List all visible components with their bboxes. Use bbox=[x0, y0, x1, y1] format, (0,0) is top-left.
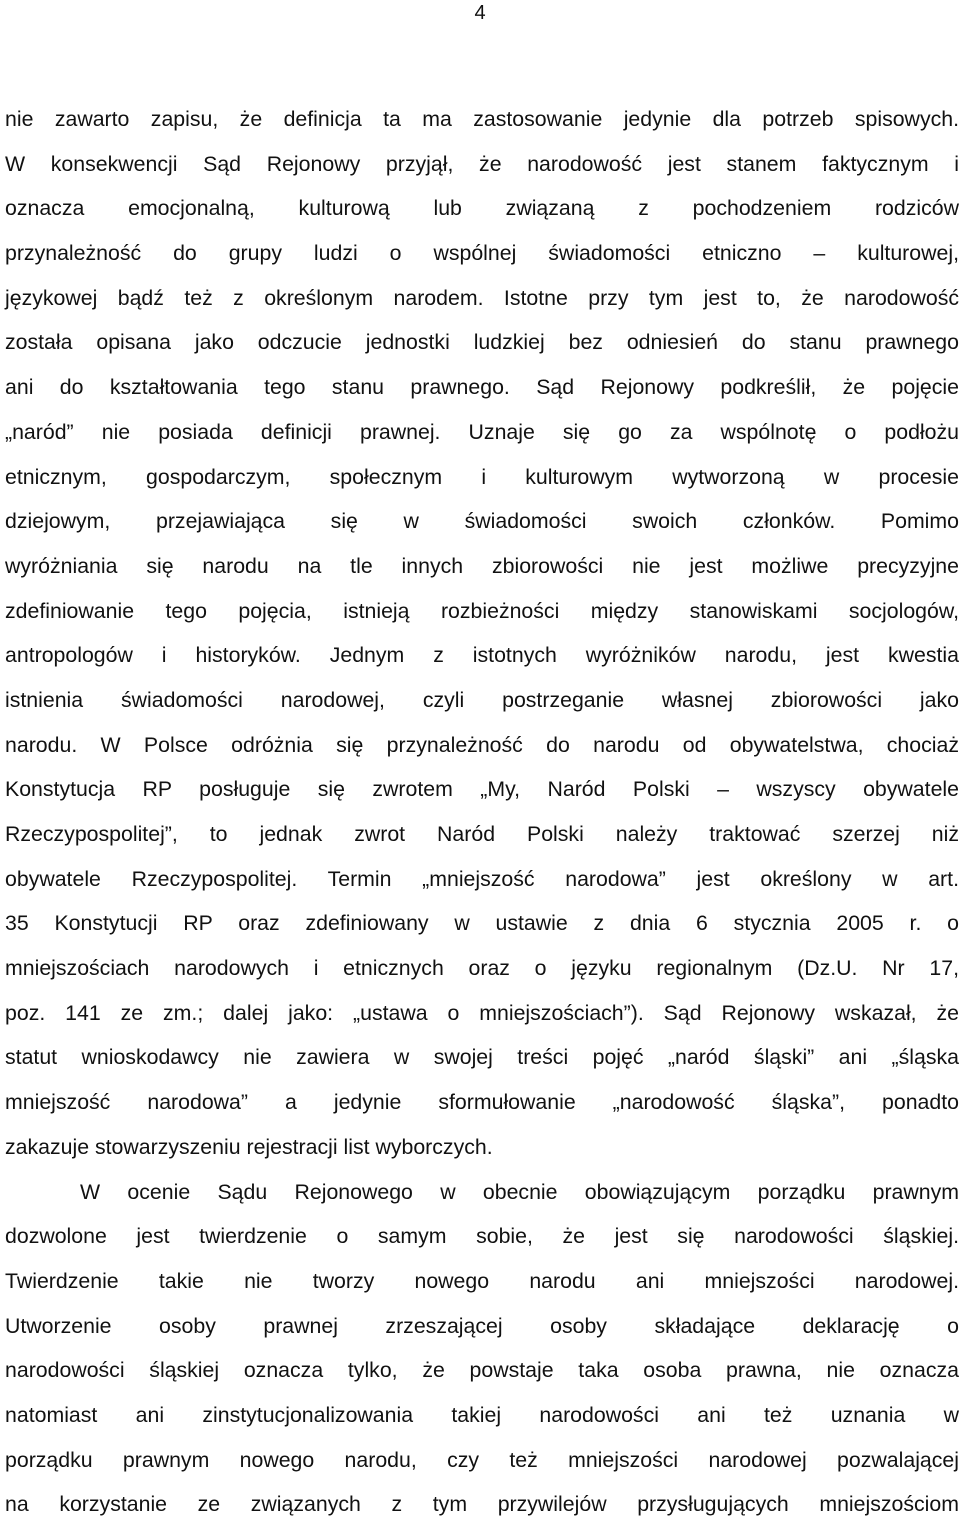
text-line: nie zawarto zapisu, że definicja ta ma zastosowanie jedynie dla potrzeb spisowych. bbox=[5, 107, 959, 131]
text-line: W konsekwencji Sąd Rejonowy przyjął, że narodowość jest stanem faktycznym i bbox=[5, 151, 959, 176]
text-line: istnienia świadomości narodowej, czyli postrzeganie własnej zbiorowości jako bbox=[5, 687, 959, 712]
text-line: narodowości śląskiej oznacza tylko, że powstaje taka osoba prawna, nie oznacza bbox=[5, 1358, 959, 1383]
text-line: zdefiniowanie tego pojęcia, istnieją rozbieżności między stanowiskami socjologów, bbox=[5, 598, 959, 623]
text-line: Utworzenie osoby prawnej zrzeszającej osoby składające deklarację o bbox=[5, 1313, 959, 1338]
text-line: na korzystanie ze związanych z tym przywilejów przysługujących mniejszościom bbox=[5, 1492, 959, 1517]
text-line: Konstytucja RP posługuje się zwrotem „My, Naród Polski – wszyscy obywatele bbox=[5, 777, 959, 802]
text-line: oznacza emocjonalną, kulturową lub związaną z pochodzeniem rodziców bbox=[5, 196, 959, 221]
text-line: wyróżniania się narodu na tle innych zbiorowości nie jest możliwe precyzyjne bbox=[5, 553, 959, 578]
text-line: poz. 141 ze zm.; dalej jako: „ustawa o mniejszościach”). Sąd Rejonowy wskazał, że bbox=[5, 1000, 959, 1025]
paragraph-end-line: zakazuje stowarzyszeniu rejestracji list wyborczych. bbox=[5, 1134, 493, 1159]
text-line: przynależność do grupy ludzi o wspólnej świadomości etniczno – kulturowej, bbox=[5, 241, 959, 266]
text-line: mniejszościach narodowych i etnicznych oraz o języku regionalnym (Dz.U. Nr 17, bbox=[5, 956, 959, 981]
text-line: obywatele Rzeczypospolitej. Termin „mniejszość narodowa” jest określony w art. bbox=[5, 866, 959, 891]
text-line: porządku prawnym nowego narodu, czy też mniejszości narodowej pozwalającej bbox=[5, 1447, 959, 1472]
text-line: etnicznym, gospodarczym, społecznym i kulturowym wytworzoną w procesie bbox=[5, 464, 959, 489]
text-line: 35 Konstytucji RP oraz zdefiniowany w ustawie z dnia 6 stycznia 2005 r. o bbox=[5, 911, 959, 936]
paragraph-start-line: W ocenie Sądu Rejonowego w obecnie obowiązującym porządku prawnym bbox=[80, 1179, 959, 1204]
text-line: antropologów i historyków. Jednym z istotnych wyróżników narodu, jest kwestia bbox=[5, 643, 959, 668]
text-line: statut wnioskodawcy nie zawiera w swojej treści pojęć „naród śląski” ani „śląska bbox=[5, 1045, 959, 1070]
text-line: ani do kształtowania tego stanu prawnego. Sąd Rejonowy podkreślił, że pojęcie bbox=[5, 375, 959, 400]
text-line: natomiast ani zinstytucjonalizowania takiej narodowości ani też uznania w bbox=[5, 1402, 959, 1427]
text-line: została opisana jako odczucie jednostki ludzkiej bez odniesień do stanu prawnego bbox=[5, 330, 959, 355]
text-line: językowej bądź też z określonym narodem. Istotne przy tym jest to, że narodowość bbox=[5, 285, 959, 310]
text-line: mniejszość narodowa” a jedynie sformułowanie „narodowość śląska”, ponadto bbox=[5, 1090, 959, 1115]
text-line: „naród” nie posiada definicji prawnej. Uznaje się go za wspólnotę o podłożu bbox=[5, 419, 959, 444]
text-line: narodu. W Polsce odróżnia się przynależność do narodu od obywatelstwa, chociaż bbox=[5, 732, 959, 757]
document-body bbox=[5, 97, 959, 1527]
page-number: 4 bbox=[474, 2, 486, 24]
text-line: dozwolone jest twierdzenie o samym sobie, że jest się narodowości śląskiej. bbox=[5, 1224, 959, 1249]
text-line: Twierdzenie takie nie tworzy nowego narodu ani mniejszości narodowej. bbox=[5, 1268, 959, 1293]
text-line: Rzeczypospolitej”, to jednak zwrot Naród Polski należy traktować szerzej niż bbox=[5, 822, 959, 846]
text-line: dziejowym, przejawiająca się w świadomości swoich członków. Pomimo bbox=[5, 509, 959, 534]
